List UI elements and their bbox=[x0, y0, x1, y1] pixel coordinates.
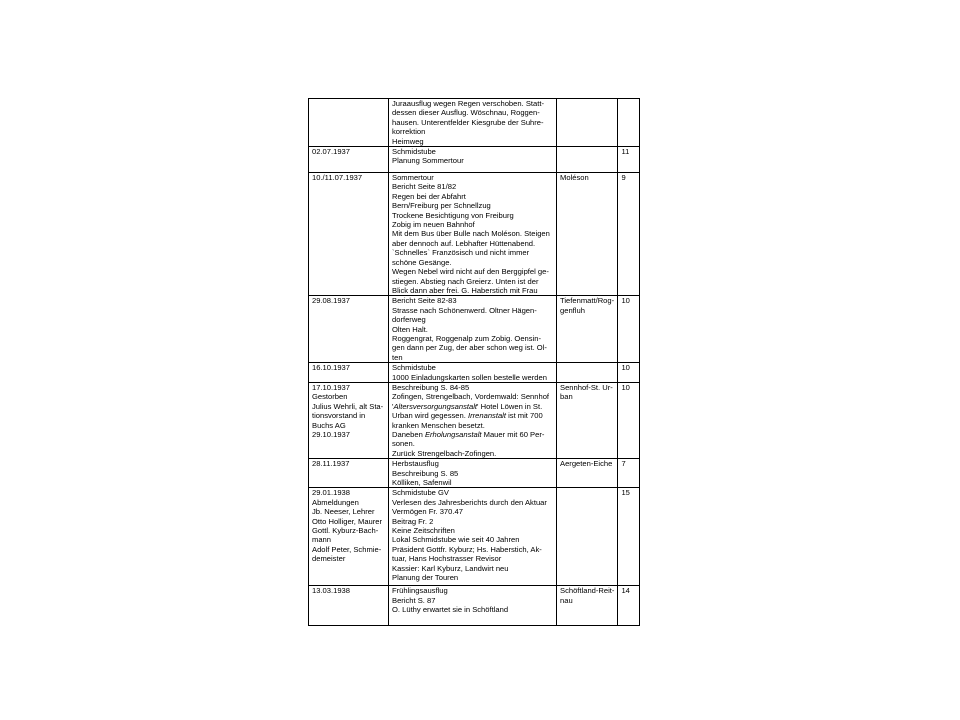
entry-text-cell-line: dorferweg bbox=[392, 315, 426, 325]
entry-text-cell-line: Beitrag Fr. 2 bbox=[392, 516, 434, 526]
entry-text-cell-line: Sommertour bbox=[392, 173, 434, 183]
entry-text-cell-line: Regen bei der Abfahrt bbox=[392, 191, 466, 201]
date-cell bbox=[309, 363, 389, 383]
entry-text-cell-line: Schmidstube bbox=[392, 363, 436, 373]
entry-text-cell-line: Vermögen Fr. 370.47 bbox=[392, 507, 463, 517]
entry-text-cell-line: Verlesen des Jahresberichts durch den Aktuar bbox=[392, 497, 547, 507]
entry-text-cell-line: Kölliken, Safenwil bbox=[392, 478, 452, 488]
participant-count-cell bbox=[618, 363, 640, 383]
date-cell-line: 17.10.1937 bbox=[312, 382, 351, 392]
entry-text-cell-line: Trockene Besichtigung von Freiburg bbox=[392, 210, 514, 220]
date-cell-line: 10./11.07.1937 bbox=[312, 173, 363, 183]
destination-cell-line: Sennhof-St. Ur- bbox=[560, 382, 613, 392]
entry-text-cell-line: Planung Sommertour bbox=[392, 156, 464, 166]
destination-cell bbox=[557, 488, 618, 586]
entry-text-cell-line: stiegen. Abstieg nach Greierz. Unten ist der bbox=[392, 276, 539, 286]
participant-count-cell bbox=[618, 459, 640, 488]
date-cell bbox=[309, 586, 389, 626]
entry-text-cell-line: Bericht Seite 81/82 bbox=[392, 182, 457, 192]
entry-text-cell-line: tuar, Hans Hochstrasser Revisor bbox=[392, 554, 502, 564]
date-cell-line: demeister bbox=[312, 554, 346, 564]
date-cell-line: 13.03.1938 bbox=[312, 586, 351, 596]
destination-cell bbox=[557, 296, 618, 363]
entry-text-cell-line: Frühlingsausflug bbox=[392, 586, 448, 596]
destination-cell bbox=[557, 382, 618, 458]
entry-text-cell-line: Herbstausflug bbox=[392, 459, 439, 469]
date-cell bbox=[309, 382, 389, 458]
destination-cell-line: genfluh bbox=[560, 305, 585, 315]
date-cell-line: Gestorben bbox=[312, 392, 348, 402]
entry-text-cell-line: ten bbox=[392, 352, 403, 362]
participant-count: 7 bbox=[621, 459, 626, 469]
entry-text-cell-line: gen dann per Zug, der aber schon weg ist. Ol- bbox=[392, 343, 547, 353]
participant-count: 14 bbox=[621, 586, 630, 596]
date-cell-line: Julius Wehrli, alt Sta- bbox=[312, 401, 384, 411]
participant-count-cell bbox=[618, 296, 640, 363]
date-cell-line: tionsvorstand in bbox=[312, 411, 366, 421]
entry-text-cell-line: Strasse nach Schönenwerd. Oltner Hägen- bbox=[392, 305, 537, 315]
destination-cell-line: Schöftland-Reit- bbox=[560, 586, 615, 596]
entry-text-cell bbox=[389, 586, 557, 626]
date-cell-line: Gottl. Kyburz-Bach- bbox=[312, 526, 379, 536]
destination-cell bbox=[557, 99, 618, 147]
date-cell bbox=[309, 147, 389, 173]
entry-text-cell bbox=[389, 459, 557, 488]
entry-text-cell-line: 'Altersversorgungsanstalt' Hotel Löwen in St. bbox=[392, 401, 543, 411]
date-cell-line: Otto Holliger, Maurer bbox=[312, 516, 383, 526]
table-row bbox=[309, 147, 640, 173]
entry-text-cell-line: 1000 Einladungskarten sollen bestelle werden bbox=[392, 372, 547, 382]
participant-count: 10 bbox=[621, 363, 630, 373]
destination-cell bbox=[557, 459, 618, 488]
date-cell bbox=[309, 459, 389, 488]
destination-cell-line: Tiefenmatt/Rog- bbox=[560, 296, 615, 306]
entry-text-cell-line: hausen. Unterentfelder Kiesgrube der Suhre- bbox=[392, 117, 544, 127]
entry-text-cell-line: Zofingen, Strengelbach, Vordemwald: Sennhof bbox=[392, 392, 550, 402]
entry-text-cell bbox=[389, 363, 557, 383]
entry-text-cell-line: Schmidstube bbox=[392, 147, 436, 157]
entry-text-cell-line: Beschreibung S. 84-85 bbox=[392, 382, 470, 392]
entry-text-cell-line: Bern/Freiburg per Schnellzug bbox=[392, 201, 491, 211]
participant-count-cell bbox=[618, 382, 640, 458]
entry-text-cell-line: Zurück Strengelbach-Zofingen. bbox=[392, 448, 497, 458]
destination-cell-line: Aergeten-Eiche bbox=[560, 459, 613, 469]
participant-count: 9 bbox=[621, 173, 626, 183]
destination-cell-line: ban bbox=[560, 392, 573, 402]
destination-cell bbox=[557, 147, 618, 173]
entry-text-cell-line: Zobig im neuen Bahnhof bbox=[392, 220, 475, 230]
date-cell-line: mann bbox=[312, 535, 331, 545]
date-cell-line: Jb. Neeser, Lehrer bbox=[312, 507, 375, 517]
entry-text-cell-line: dessen dieser Ausflug. Wöschnau, Roggen- bbox=[392, 108, 540, 118]
destination-cell bbox=[557, 173, 618, 296]
entry-text-cell-line: Juraausflug wegen Regen verschoben. Statt- bbox=[392, 99, 544, 108]
destination-cell-line: Moléson bbox=[560, 173, 589, 183]
entry-text-cell-line: Mit dem Bus über Bulle nach Moléson. Steigen bbox=[392, 229, 550, 239]
entry-text-cell-line: Bericht Seite 82-83 bbox=[392, 296, 457, 306]
table-row bbox=[309, 459, 640, 488]
participant-count-cell bbox=[618, 173, 640, 296]
entry-text-cell-line: Planung der Touren bbox=[392, 573, 459, 583]
date-cell-line: 02.07.1937 bbox=[312, 147, 351, 157]
participant-count-cell bbox=[618, 586, 640, 626]
table-row bbox=[309, 296, 640, 363]
entry-text-cell-line: Präsident Gottfr. Kyburz; Hs. Haberstich, Ak- bbox=[392, 544, 542, 554]
participant-count-cell bbox=[618, 99, 640, 147]
entry-text-cell-line: korrektion bbox=[392, 127, 426, 137]
tour-log-table bbox=[308, 98, 640, 626]
participant-count: 11 bbox=[621, 147, 630, 157]
destination-cell-line: nau bbox=[560, 595, 573, 605]
participant-count: 15 bbox=[621, 488, 630, 498]
entry-text-cell-line: Bericht S. 87 bbox=[392, 595, 436, 605]
entry-text-cell-line: aber dennoch auf. Lebhafter Hüttenabend. bbox=[392, 238, 536, 248]
entry-text-cell-line: Daneben Erholungsanstalt Mauer mit 60 Per- bbox=[392, 430, 545, 439]
entry-text-cell-line: Wegen Nebel wird nicht auf den Berggipfel ge- bbox=[392, 267, 549, 277]
entry-text-cell-line: Kassier: Karl Kyburz, Landwirt neu bbox=[392, 563, 509, 573]
entry-text-cell-line: kranken Menschen besetzt. bbox=[392, 420, 485, 430]
date-cell bbox=[309, 173, 389, 296]
table-row bbox=[309, 173, 640, 296]
entry-text-cell-line: sonen. bbox=[392, 439, 415, 449]
entry-text-cell-line: Schmidstube GV bbox=[392, 488, 449, 498]
participant-count-cell bbox=[618, 488, 640, 586]
entry-text-cell bbox=[389, 382, 557, 458]
entry-text-cell bbox=[389, 296, 557, 363]
entry-text-cell bbox=[389, 147, 557, 173]
entry-text-cell bbox=[389, 488, 557, 586]
date-cell bbox=[309, 488, 389, 586]
date-cell-line: 29.08.1937 bbox=[312, 296, 351, 306]
table-body bbox=[309, 99, 640, 626]
entry-text-cell-line: schöne Gesänge. bbox=[392, 257, 452, 267]
entry-text-cell-line: Blick dann aber frei. G. Haberstich mit Frau bbox=[392, 285, 538, 295]
date-cell-line: Abmeldungen bbox=[312, 497, 359, 507]
entry-text-cell-line: Lokal Schmidstube wie seit 40 Jahren bbox=[392, 535, 520, 545]
table-row bbox=[309, 99, 640, 147]
table-row bbox=[309, 488, 640, 586]
destination-cell bbox=[557, 586, 618, 626]
date-cell-line: 29.01.1938 bbox=[312, 488, 351, 498]
date-cell-line: 16.10.1937 bbox=[312, 363, 351, 373]
entry-text-cell-line: Keine Zeitschriften bbox=[392, 526, 455, 536]
entry-text-cell-line: O. Lüthy erwartet sie in Schöftland bbox=[392, 605, 509, 615]
date-cell bbox=[309, 99, 389, 147]
participant-count: 10 bbox=[621, 382, 630, 392]
participant-count-cell bbox=[618, 147, 640, 173]
participant-count: 10 bbox=[621, 296, 630, 306]
entry-text-cell-line: Roggengrat, Roggenalp zum Zobig. Oensin- bbox=[392, 333, 542, 343]
table-row bbox=[309, 382, 640, 458]
destination-cell bbox=[557, 363, 618, 383]
entry-text-cell-line: Urban wird gegessen. Irrenanstalt ist mit 700 bbox=[392, 411, 543, 421]
entry-text-cell bbox=[389, 99, 557, 147]
date-cell-line: 28.11.1937 bbox=[312, 459, 350, 469]
entry-text-cell bbox=[389, 173, 557, 296]
date-cell-line: 29.10.1937 bbox=[312, 430, 351, 439]
date-cell-line: Adolf Peter, Schmie- bbox=[312, 544, 382, 554]
entry-text-cell-line: `Schnelles` Französisch und nicht immer bbox=[392, 248, 530, 258]
date-cell bbox=[309, 296, 389, 363]
table-row bbox=[309, 586, 640, 626]
entry-text-cell-line: Beschreibung S. 85 bbox=[392, 468, 459, 478]
date-cell-line: Buchs AG bbox=[312, 420, 346, 430]
entry-text-cell-line: Heimweg bbox=[392, 136, 424, 146]
table-row bbox=[309, 363, 640, 383]
entry-text-cell-line: Olten Halt. bbox=[392, 324, 428, 334]
